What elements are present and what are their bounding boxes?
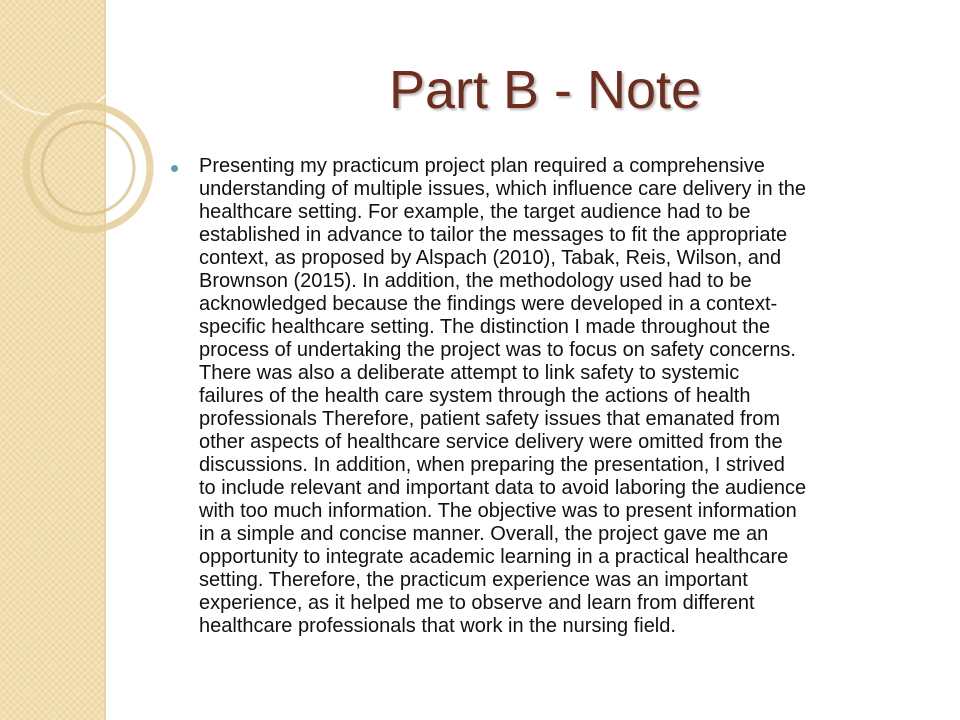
side-panel-divider (104, 0, 106, 720)
bullet-text: Presenting my practicum project plan required a comprehensive understanding of multiple issues, which influence care delivery in the healthcare setting. For example, the target audience had to be established in advance to tailor the messages to fit the appropriate context, as proposed by Alspach (2010), Tabak, Reis, Wilson, and Brownson (2015). In addition, the methodology used had to be acknowledged because the findings were developed in a context- specific healthcare setting. The distinction I made throughout the process of undertaking the project was to focus on safety concerns. There was also a deliberate attempt to link safety to systemic failures of the health care system through the actions of health professionals Therefore, patient safety issues that emanated from other aspects of healthcare service delivery were omitted from the discussions. In addition, when preparing the presentation, I strived to include relevant and important data to avoid laboring the audience with too much information. The objective was to present information in a simple and concise manner. Overall, the project gave me an opportunity to integrate academic learning in a practical healthcare setting. Therefore, the practicum experience was an important experience, as it helped me to observe and learn from different healthcare professionals that work in the nursing field. (199, 155, 807, 637)
circle-bullet-icon (171, 165, 178, 172)
bullet-item (168, 155, 938, 638)
decorative-side-panel (0, 0, 106, 720)
slide-title: Part B - Note (388, 60, 702, 120)
slide-body (168, 155, 938, 638)
